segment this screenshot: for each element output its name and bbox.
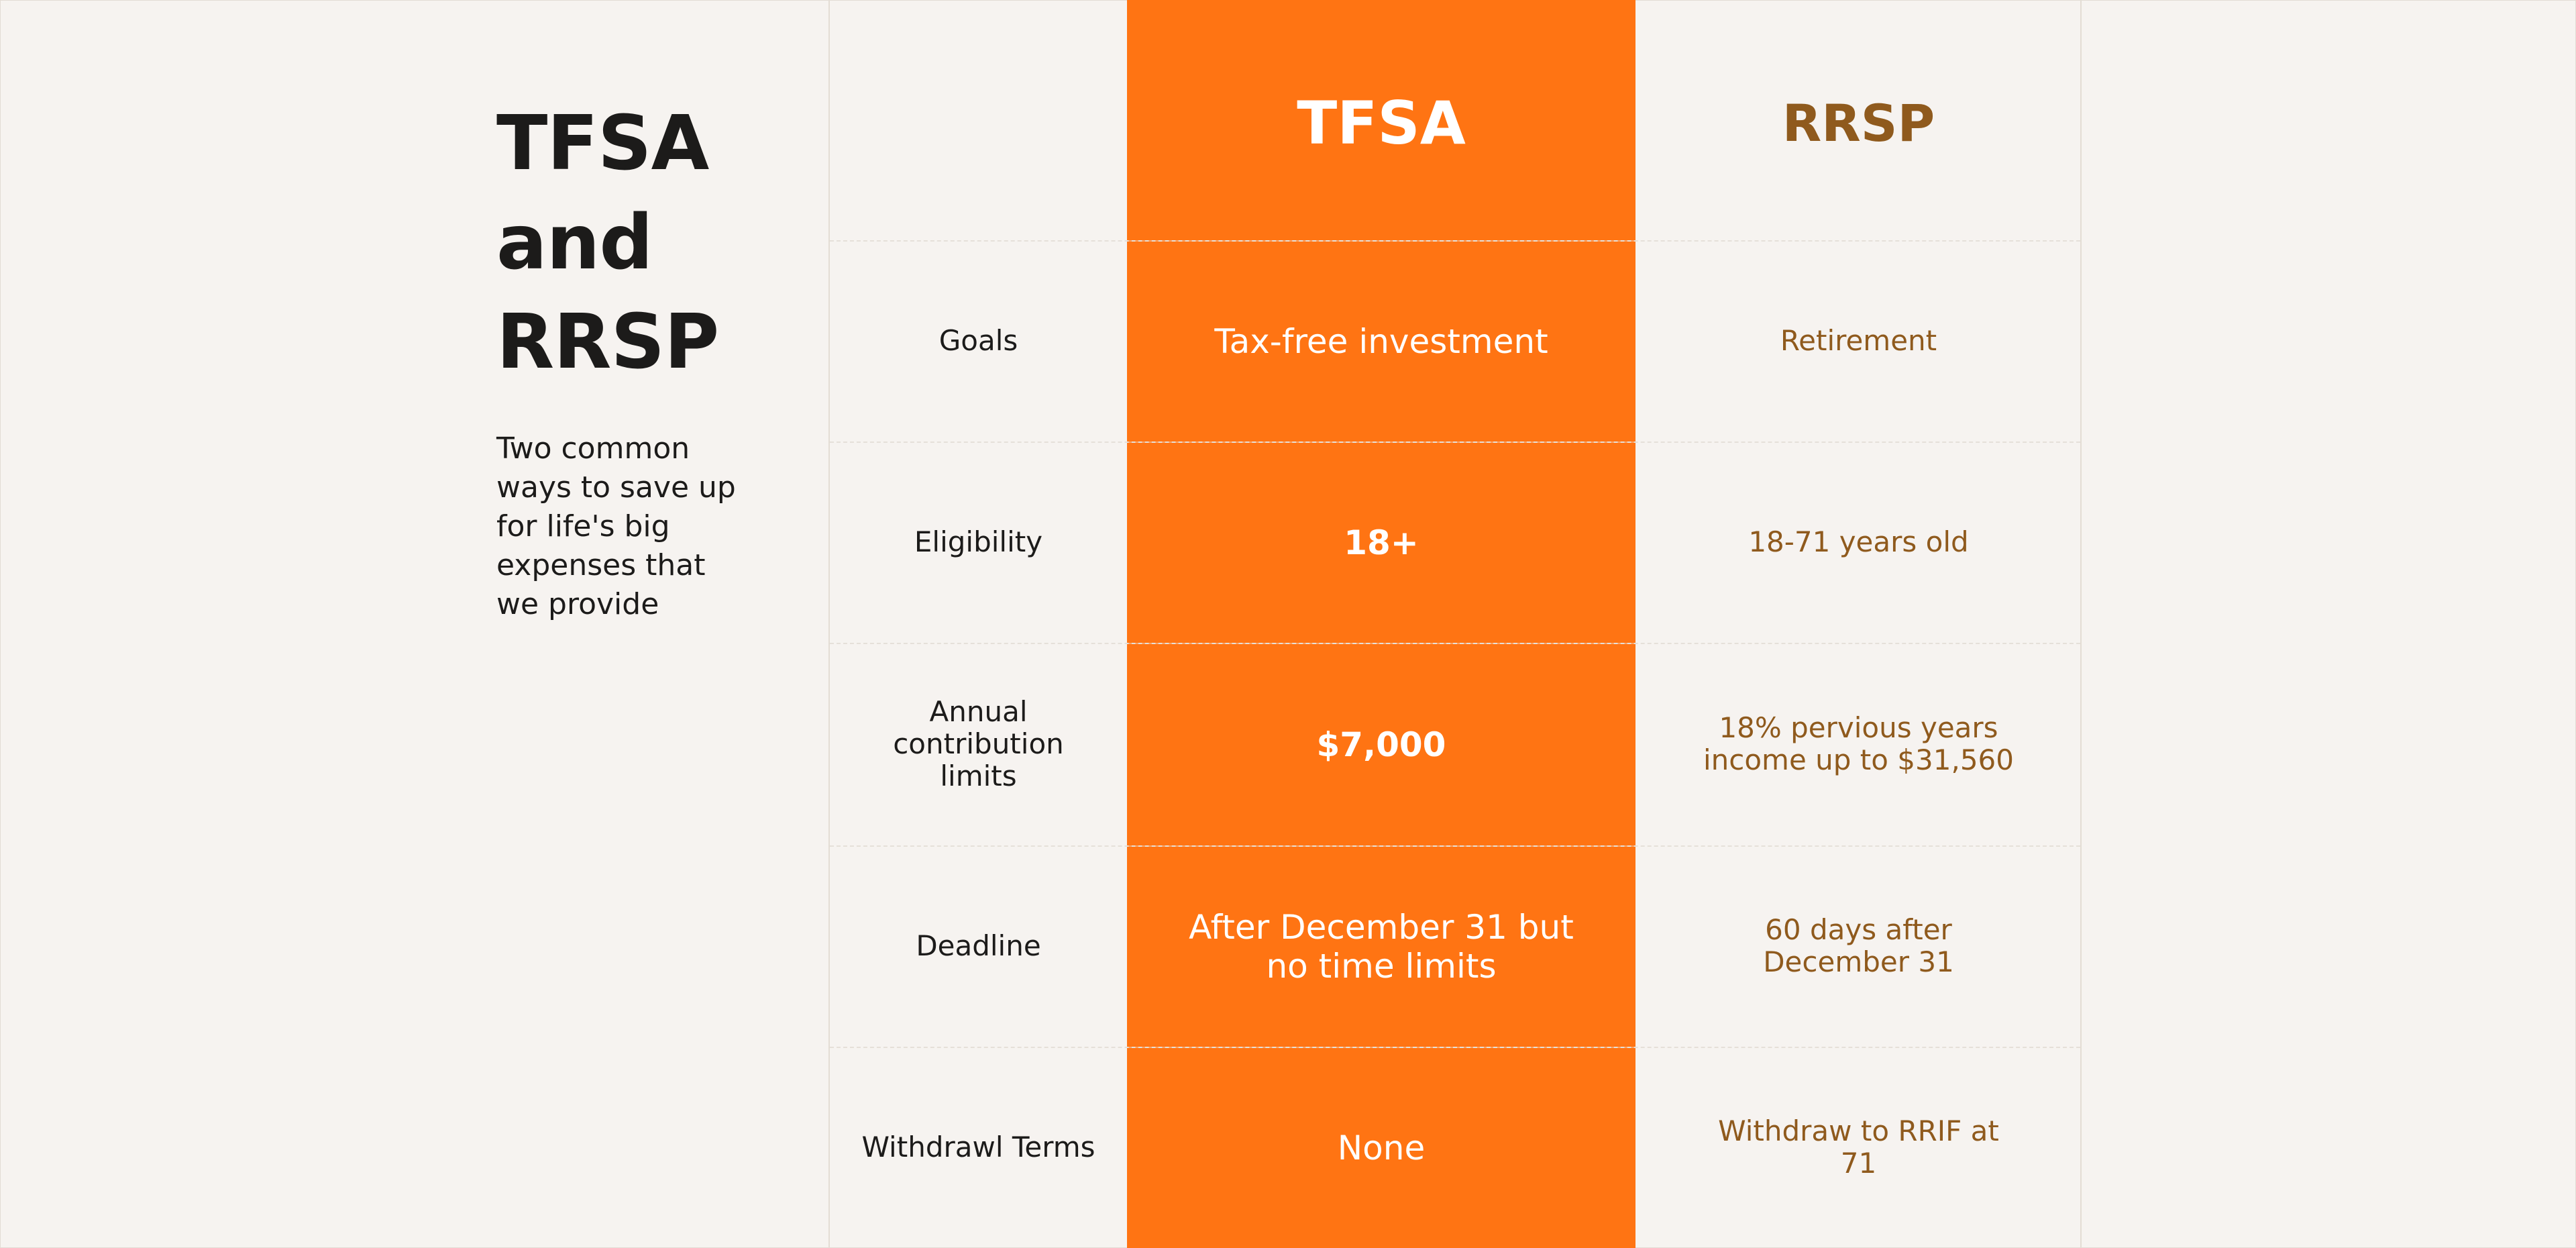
rrsp-contribution-cell bbox=[1635, 643, 2082, 845]
page-title-line-1: TFSA bbox=[496, 100, 709, 187]
row-divider bbox=[830, 643, 2080, 644]
tfsa-goals-cell bbox=[1127, 240, 1635, 441]
row-label-text: Goals bbox=[938, 324, 1018, 357]
rrsp-deadline-cell bbox=[1635, 845, 2082, 1047]
tfsa-deadline-cell bbox=[1127, 845, 1635, 1047]
rrsp-goals-value: Retirement bbox=[1780, 324, 1937, 357]
tfsa-withdrawl-cell bbox=[1127, 1047, 1635, 1248]
row-divider bbox=[830, 1047, 2080, 1048]
tfsa-column-header bbox=[1127, 0, 1635, 240]
row-label-text: Deadline bbox=[916, 929, 1041, 962]
row-divider bbox=[830, 441, 2080, 443]
row-label-text: Annual contribution limits bbox=[893, 695, 1064, 792]
table-header-empty-cell bbox=[830, 0, 1127, 240]
tfsa-withdrawl-value: None bbox=[1337, 1129, 1426, 1167]
row-label-text: Eligibility bbox=[914, 525, 1043, 558]
page-title-line-2: and bbox=[496, 199, 653, 287]
tfsa-contribution-cell bbox=[1127, 643, 1635, 845]
row-label-deadline bbox=[830, 845, 1127, 1047]
rrsp-header-text: RRSP bbox=[1782, 93, 1935, 153]
rrsp-column bbox=[1635, 0, 2082, 1248]
rrsp-deadline-value: 60 days after December 31 bbox=[1763, 913, 1954, 978]
page-subtitle: Two common ways to save up for life's big expenses that we provide bbox=[496, 431, 736, 621]
page-title-line-3: RRSP bbox=[496, 299, 719, 386]
comparison-table bbox=[828, 0, 2082, 1248]
tfsa-deadline-value: After December 31 but no time limits bbox=[1189, 908, 1574, 986]
intro-section bbox=[496, 94, 805, 624]
tfsa-contribution-value: $7,000 bbox=[1316, 725, 1446, 764]
rrsp-contribution-value: 18% pervious years income up to $31,560 bbox=[1703, 711, 2014, 776]
rrsp-goals-cell bbox=[1635, 240, 2082, 441]
row-divider bbox=[830, 240, 2080, 242]
tfsa-goals-value: Tax-free investment bbox=[1214, 322, 1548, 361]
row-divider bbox=[830, 845, 2080, 847]
tfsa-eligibility-value: 18+ bbox=[1344, 523, 1419, 562]
rrsp-eligibility-value: 18-71 years old bbox=[1748, 525, 1969, 558]
row-label-goals bbox=[830, 240, 1127, 441]
row-labels-column bbox=[830, 0, 1127, 1248]
rrsp-withdrawl-cell bbox=[1635, 1047, 2082, 1248]
tfsa-header-text: TFSA bbox=[1297, 88, 1466, 158]
rrsp-withdrawl-value: Withdraw to RRIF at 71 bbox=[1718, 1114, 1999, 1180]
page-title bbox=[496, 94, 805, 392]
row-label-eligibility bbox=[830, 441, 1127, 643]
row-label-withdrawl-terms bbox=[830, 1047, 1127, 1248]
tfsa-column bbox=[1127, 0, 1635, 1248]
row-label-annual-contribution-limits bbox=[830, 643, 1127, 845]
rrsp-eligibility-cell bbox=[1635, 441, 2082, 643]
row-label-text: Withdrawl Terms bbox=[861, 1131, 1095, 1163]
rrsp-column-header bbox=[1635, 0, 2082, 240]
tfsa-eligibility-cell bbox=[1127, 441, 1635, 643]
